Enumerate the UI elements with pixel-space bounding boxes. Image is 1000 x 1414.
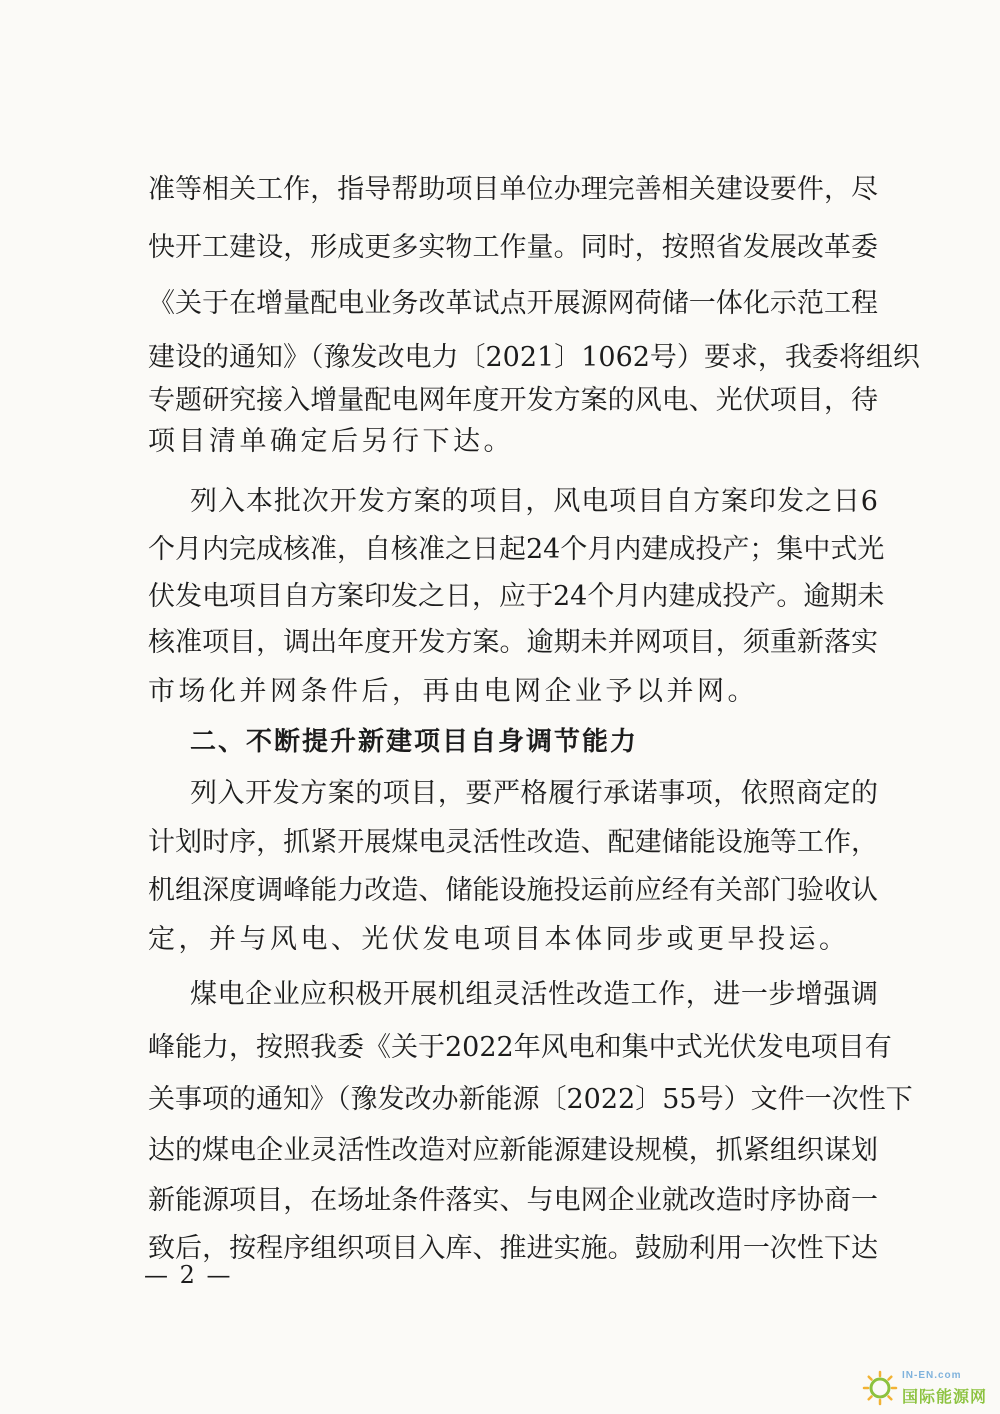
text-line: 煤电企业应积极开展机组灵活性改造工作，进一步增强调 <box>190 979 878 1010</box>
text-line: 准等相关工作，指导帮助项目单位办理完善相关建设要件，尽 <box>148 174 878 205</box>
text-line: 致后，按程序组织项目入库、推进实施。鼓励利用一次性下达 <box>148 1233 878 1264</box>
text-line: 伏发电项目自方案印发之日，应于24个月内建成投产。逾期未 <box>148 581 885 612</box>
text-line: 关事项的通知》（豫发改办新能源〔2022〕55号）文件一次性下 <box>148 1084 913 1115</box>
text-line: 《关于在增量配电业务改革试点开展源网荷储一体化示范工程 <box>148 288 878 319</box>
text-line: 建设的通知》（豫发改电力〔2021〕1062号）要求，我委将组织 <box>148 342 920 373</box>
sun-logo-icon <box>862 1370 898 1406</box>
text-line: 达的煤电企业灵活性改造对应新能源建设规模，抓紧组织谋划 <box>148 1135 878 1166</box>
text-line: 核准项目，调出年度开发方案。逾期未并网项目，须重新落实 <box>148 627 878 658</box>
text-line: 列入本批次开发方案的项目，风电项目自方案印发之日6 <box>190 486 878 517</box>
text-line: 快开工建设，形成更多实物工作量。同时，按照省发展改革委 <box>148 232 878 263</box>
text-line: 定，并与风电、光伏发电项目本体同步或更早投运。 <box>148 924 850 955</box>
text-line: 列入开发方案的项目，要严格履行承诺事项，依照商定的 <box>190 778 878 809</box>
section-heading: 二、不断提升新建项目自身调节能力 <box>190 727 639 757</box>
text-line: 机组深度调峰能力改造、储能设施投运前应经有关部门验收认 <box>148 875 878 906</box>
watermark-latin: IN-EN.com <box>902 1370 962 1381</box>
text-line: 专题研究接入增量配电网年度开发方案的风电、光伏项目，待 <box>148 385 878 416</box>
text-line: 峰能力，按照我委《关于2022年风电和集中式光伏发电项目有 <box>148 1032 892 1063</box>
text-line: 新能源项目，在场址条件落实、与电网企业就改造时序协商一 <box>148 1185 878 1216</box>
text-line: 个月内完成核准，自核准之日起24个月内建成投产；集中式光 <box>148 534 885 565</box>
page-number: — 2 — <box>144 1261 233 1289</box>
watermark-name: 国际能源网 <box>902 1387 988 1406</box>
text-line: 项目清单确定后另行下达。 <box>148 426 514 457</box>
text-line: 市场化并网条件后，再由电网企业予以并网。 <box>148 676 758 707</box>
watermark <box>862 1368 994 1408</box>
text-line: 计划时序，抓紧开展煤电灵活性改造、配建储能设施等工作， <box>148 827 878 858</box>
